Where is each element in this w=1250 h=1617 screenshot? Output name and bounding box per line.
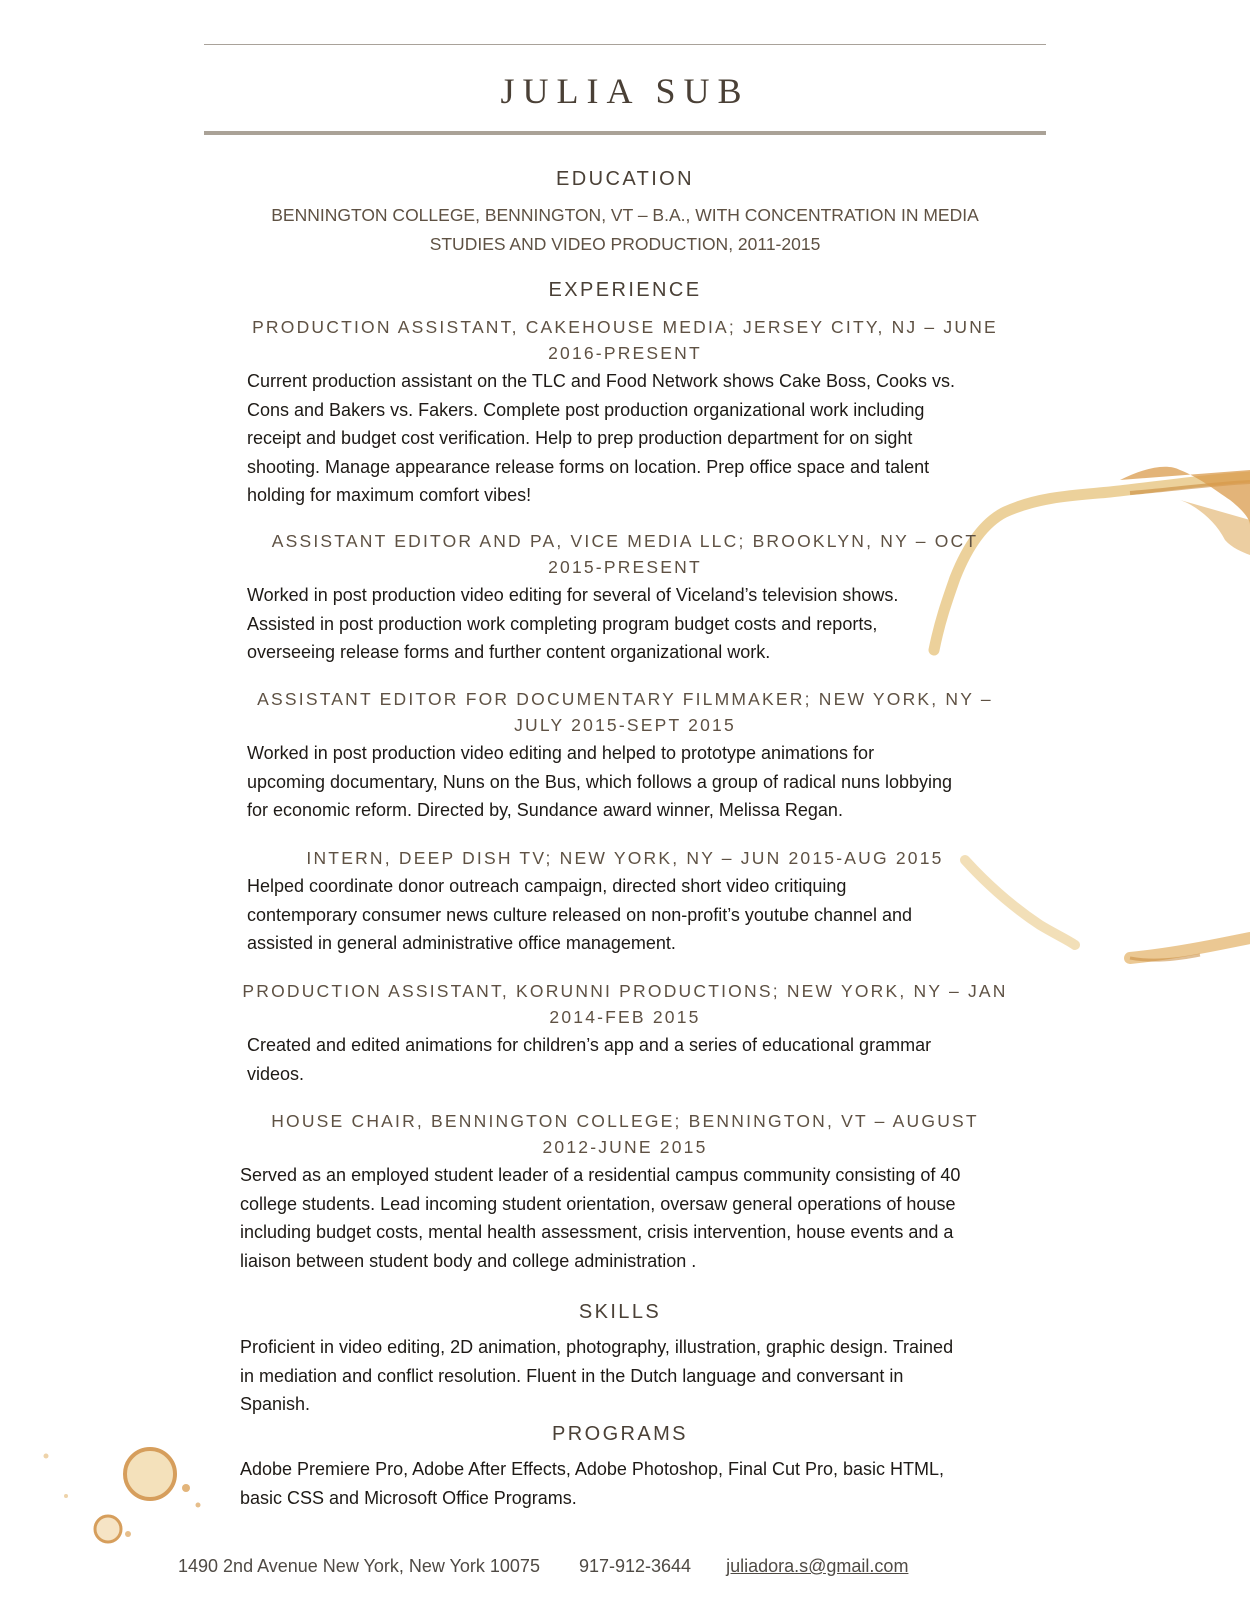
education-line: STUDIES AND VIDEO PRODUCTION, 2011-2015 xyxy=(429,234,821,254)
skills-line: in mediation and conflict resolution. Fluent in the Dutch language and conversant in xyxy=(240,1365,904,1386)
resume-name: JULIA SUB xyxy=(500,71,750,111)
skills-line: Proficient in video editing, 2D animation, photography, illustration, graphic design. Trained xyxy=(240,1337,954,1357)
job-title-line: ASSISTANT EDITOR FOR DOCUMENTARY FILMMAKER; NEW YORK, NY – xyxy=(257,689,993,709)
description-line: Worked in post production video editing for several of Viceland’s television shows. xyxy=(247,585,899,605)
description-line: videos. xyxy=(247,1063,305,1084)
experience-heading: EXPERIENCE xyxy=(548,279,702,301)
job-title-line: 2016-PRESENT xyxy=(548,343,702,363)
description-line: including budget costs, mental health assessment, crisis intervention, house events and a xyxy=(240,1222,954,1242)
job-title-line: JULY 2015-SEPT 2015 xyxy=(514,715,736,735)
job-description xyxy=(247,739,1037,825)
job-description xyxy=(247,367,1037,510)
education-heading: EDUCATION xyxy=(556,168,694,190)
job-title xyxy=(220,686,1030,738)
job-description xyxy=(247,872,1037,958)
job-title-line: ASSISTANT EDITOR AND PA, VICE MEDIA LLC; BROOKLYN, NY – OCT xyxy=(271,531,979,551)
job-title xyxy=(220,1108,1030,1160)
description-line: upcoming documentary, Nuns on the Bus, which follows a group of radical nuns lobbying xyxy=(247,771,953,792)
description-line: Current production assistant on the TLC and Food Network shows Cake Boss, Cooks vs. xyxy=(247,371,956,391)
description-line: receipt and budget cost verification. Help to prep production department for on sight xyxy=(247,428,913,448)
job-title xyxy=(220,845,1030,871)
description-line: Assisted in post production work completing program budget costs and reports, xyxy=(247,613,878,634)
description-line: Helped coordinate donor outreach campaign, directed short video critiquing xyxy=(247,876,847,896)
contact-footer xyxy=(178,1553,908,1579)
skills-heading: SKILLS xyxy=(578,1301,662,1323)
description-line: holding for maximum comfort vibes! xyxy=(247,485,532,505)
education-line: BENNINGTON COLLEGE, BENNINGTON, VT – B.A., WITH CONCENTRATION IN MEDIA xyxy=(271,205,979,225)
description-line: college students. Lead incoming student orientation, oversaw general operations of house xyxy=(240,1193,956,1214)
job-title-line: 2014-FEB 2015 xyxy=(549,1007,701,1027)
description-line: Worked in post production video editing and helped to prototype animations for xyxy=(247,743,875,763)
description-line: for economic reform. Directed by, Sundance award winner, Melissa Regan. xyxy=(247,800,843,820)
description-line: Served as an employed student leader of a residential campus community consisting of 40 xyxy=(240,1165,961,1185)
job-title xyxy=(220,314,1030,366)
job-title-line: INTERN, DEEP DISH TV; NEW YORK, NY – JUN 2015-AUG 2015 xyxy=(306,848,944,868)
skills-text xyxy=(240,1333,1040,1419)
header-top-rule xyxy=(204,44,1046,45)
job-title-line: HOUSE CHAIR, BENNINGTON COLLEGE; BENNINGTON, VT – AUGUST xyxy=(271,1111,979,1131)
job-title xyxy=(220,528,1030,580)
job-description xyxy=(247,1031,1037,1088)
programs-text xyxy=(240,1455,1040,1512)
job-title-line: PRODUCTION ASSISTANT, KORUNNI PRODUCTIONS; NEW YORK, NY – JAN xyxy=(242,981,1008,1001)
programs-line: basic CSS and Microsoft Office Programs. xyxy=(240,1487,577,1508)
programs-heading: PROGRAMS xyxy=(552,1423,688,1445)
email-link[interactable]: juliadora.s@gmail.com xyxy=(726,1556,909,1576)
education-entry xyxy=(240,201,1010,259)
description-line: contemporary consumer news culture released on non-profit’s youtube channel and xyxy=(247,904,913,925)
description-line: assisted in general administrative office management. xyxy=(247,933,676,953)
job-title-line: 2015-PRESENT xyxy=(548,557,702,577)
phone-number: 917-912-3644 xyxy=(578,1556,692,1576)
description-line: overseeing release forms and further content organizational work. xyxy=(247,642,771,662)
description-line: Cons and Bakers vs. Fakers. Complete post production organizational work including xyxy=(247,399,925,420)
job-description xyxy=(247,581,1037,667)
programs-line: Adobe Premiere Pro, Adobe After Effects, Adobe Photoshop, Final Cut Pro, basic HTML, xyxy=(240,1459,945,1479)
job-description xyxy=(240,1161,1040,1275)
job-title xyxy=(220,978,1030,1030)
skills-line: Spanish. xyxy=(240,1394,311,1414)
description-line: shooting. Manage appearance release forms on location. Prep office space and talent xyxy=(247,456,930,477)
job-title-line: 2012-JUNE 2015 xyxy=(542,1137,708,1157)
job-title-line: PRODUCTION ASSISTANT, CAKEHOUSE MEDIA; JERSEY CITY, NJ – JUNE xyxy=(252,317,998,337)
header-bottom-rule xyxy=(204,131,1046,135)
description-line: Created and edited animations for children’s app and a series of educational grammar xyxy=(247,1035,932,1055)
address-text: 1490 2nd Avenue New York, New York 10075 xyxy=(178,1556,540,1576)
description-line: liaison between student body and college administration . xyxy=(240,1250,697,1271)
